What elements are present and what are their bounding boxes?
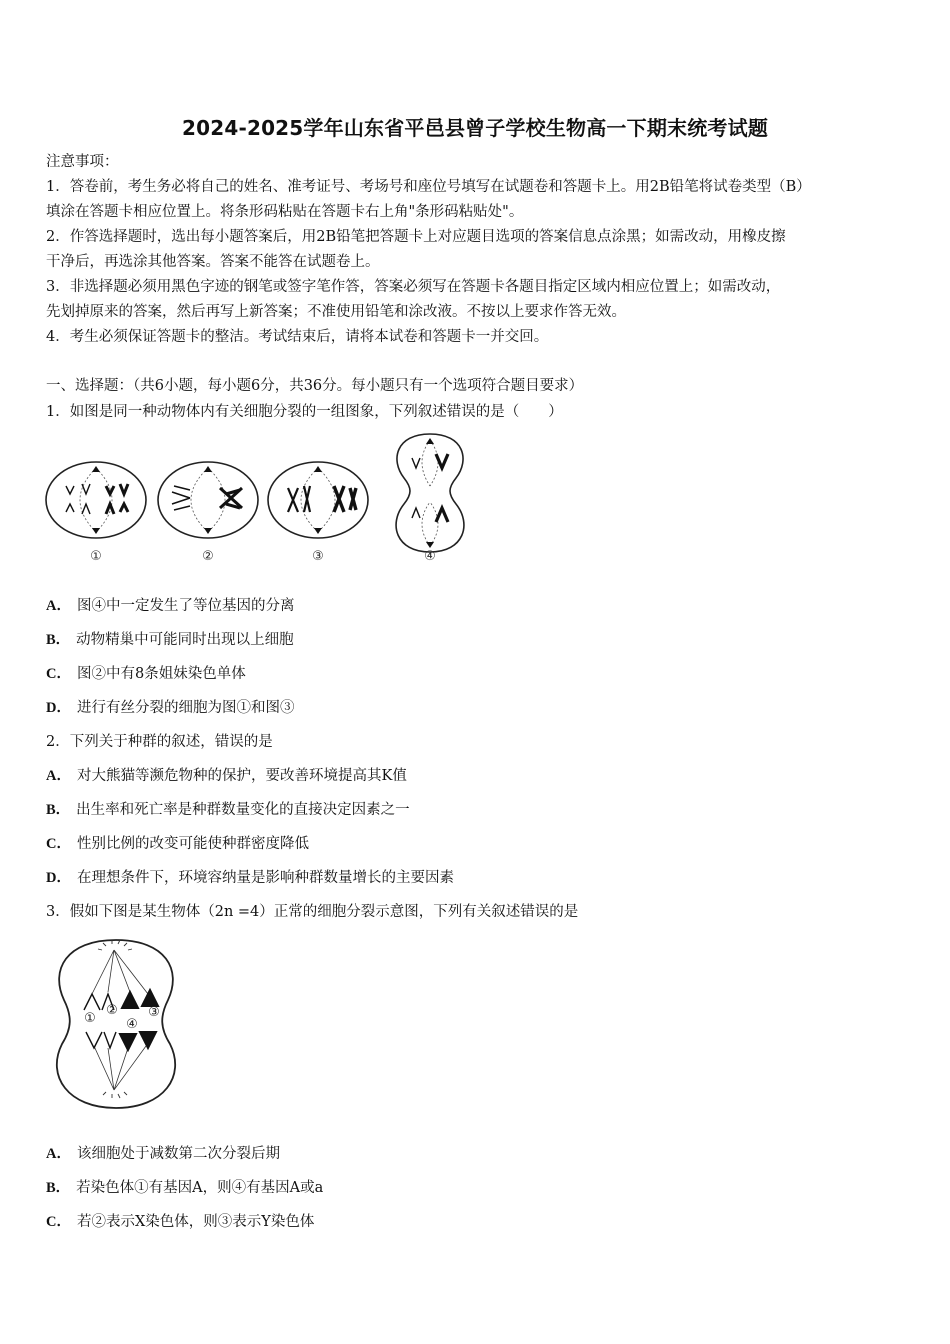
q2-option-c[interactable]: C． 性别比例的改变可能使种群密度降低	[46, 836, 309, 852]
notes-line: 先划掉原来的答案，然后再写上新答案；不准使用铅笔和涂改液。不按以上要求作答无效。	[46, 304, 626, 320]
notes-line: 3．非选择题必须用黑色字迹的钢笔或签字笔作答，答案必须写在答题卡各题目指定区域内相应位置上；如需改动，	[46, 279, 781, 295]
figure-1-label: ①	[90, 549, 102, 564]
figure-3-label: ①	[84, 1011, 96, 1026]
meiosis-cell-figure	[46, 936, 186, 1112]
q3-option-c[interactable]: C． 若②表示X染色体，则③表示Y染色体	[46, 1214, 315, 1230]
q2-option-d[interactable]: D． 在理想条件下，环境容纳量是影响种群数量增长的主要因素	[46, 870, 454, 886]
q2-option-a[interactable]: A． 对大熊猫等濒危物种的保护，要改善环境提高其K值	[46, 768, 407, 784]
notes-line: 填涂在答题卡相应位置上。将条形码粘贴在答题卡右上角"条形码粘贴处"。	[46, 204, 524, 220]
question-1-stem: 1．如图是同一种动物体内有关细胞分裂的一组图象，下列叙述错误的是（ ）	[46, 404, 563, 420]
figure-1-label: ②	[202, 549, 214, 564]
q1-option-d[interactable]: D． 进行有丝分裂的细胞为图①和图③	[46, 700, 295, 716]
cell-division-figure	[44, 428, 476, 568]
question-3-stem: 3．假如下图是某生物体（2n =4）正常的细胞分裂示意图，下列有关叙述错误的是	[46, 904, 579, 920]
q1-option-c[interactable]: C． 图②中有8条姐妹染色单体	[46, 666, 246, 682]
notes-line: 4．考生必须保证答题卡的整洁。考试结束后，请将本试卷和答题卡一并交回。	[46, 329, 549, 345]
figure-3-label: ②	[106, 1003, 118, 1018]
figure-3-label: ③	[148, 1005, 160, 1020]
cell-1-membrane	[46, 462, 146, 538]
notes-block	[46, 150, 906, 350]
page-title: 2024-2025学年山东省平邑县曾子学校生物高一下期末统考试题	[181, 116, 769, 140]
q1-option-a[interactable]: A． 图④中一定发生了等位基因的分离	[46, 598, 295, 614]
q3-option-b[interactable]: B． 若染色体①有基因A，则④有基因A或a	[46, 1180, 324, 1196]
q1-option-b[interactable]: B． 动物精巢中可能同时出现以上细胞	[46, 632, 294, 648]
notes-heading: 注意事项：	[46, 154, 119, 170]
q2-option-b[interactable]: B． 出生率和死亡率是种群数量变化的直接决定因素之一	[46, 802, 410, 818]
q3-option-a[interactable]: A． 该细胞处于减数第二次分裂后期	[46, 1146, 280, 1162]
question-2-stem: 2．下列关于种群的叙述，错误的是	[46, 734, 273, 750]
notes-line: 1．答卷前，考生务必将自己的姓名、准考证号、考场号和座位号填写在试题卷和答题卡上。用2B铅笔将试卷类型（B）	[46, 179, 811, 195]
figure-3-label: ④	[126, 1017, 138, 1032]
notes-line: 2．作答选择题时，选出每小题答案后，用2B铅笔把答题卡上对应题目选项的答案信息点涂黑；如需改动，用橡皮擦	[46, 229, 786, 245]
cell-4-membrane	[396, 434, 464, 552]
figure-1-label: ④	[424, 549, 436, 564]
cell-2-membrane	[158, 462, 258, 538]
section-heading: 一、选择题：（共6小题，每小题6分，共36分。每小题只有一个选项符合题目要求）	[46, 378, 584, 394]
figure-1-label: ③	[312, 549, 324, 564]
notes-line: 干净后，再选涂其他答案。答案不能答在试题卷上。	[46, 254, 380, 270]
